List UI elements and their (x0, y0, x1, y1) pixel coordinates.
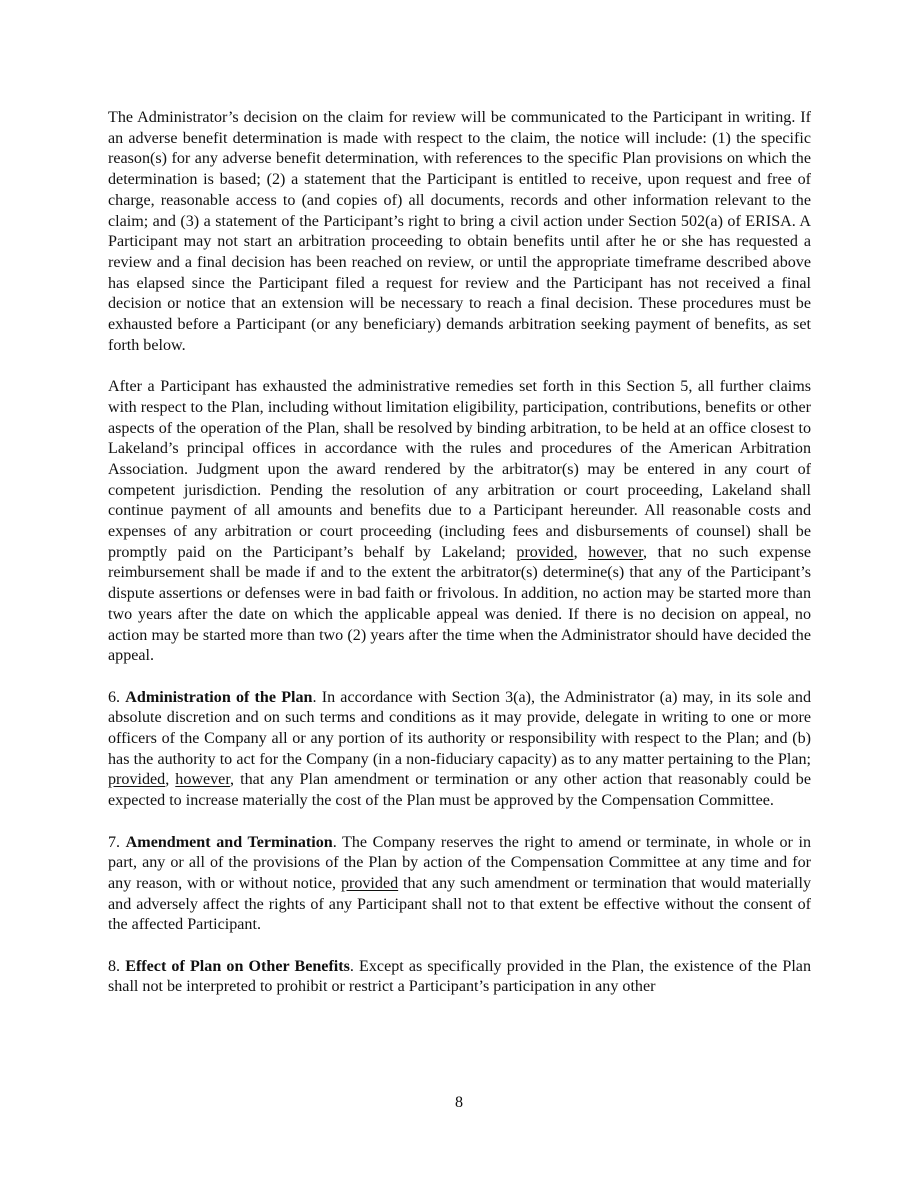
paragraph-text: . In accordance with Section 3(a), the Administrator (a) may, in its sole and absolute discretion and on such terms and conditions as it may provide, delegate in writing to one or more officers of the Company all or any portion of its authority or responsibility with respect to the Plan; and (b) has the authority to act for the Company (in a non-fiduciary capacity) as to any matter pertaining to the Plan; (108, 688, 811, 768)
underlined-provided: provided (108, 771, 166, 789)
section-number: 7. (108, 833, 126, 851)
paragraph-text: , that no such expense reimbursement shall be made if and to the extent the arbitrator(s) determine(s) that any of the Participant’s dispute assertions or defenses were in bad faith or frivolous. In addition, no action may be started more than two years after the date on which the applicable appeal was denied. If there is no decision on appeal, no action may be started more than two (2) years after the time when the Administrator should have decided the appeal. (108, 543, 811, 665)
paragraph-claim-review-decision (108, 108, 811, 356)
section-heading: Administration of the Plan (125, 688, 313, 706)
paragraph-arbitration (108, 377, 811, 667)
paragraph-text: The Administrator’s decision on the claim for review will be communicated to the Participant in writing. If an adverse benefit determination is made with respect to the claim, the notice will include: (1) the specific reason(s) for any adverse benefit determination, with references to the specific Plan provisions on which the determination is based; (2) a statement that the Participant is entitled to receive, upon request and free of charge, reasonable access to (and copies of) all documents, records and other information relevant to the claim; and (3) a statement of the Participant’s right to bring a civil action under Section 502(a) of ERISA. A Participant may not start an arbitration proceeding to obtain benefits until after he or she has requested a review and a final decision has been reached on review, or until the appropriate timeframe described above has elapsed since the Participant filed a request for review and the Participant has not received a final decision or notice that an extension will be necessary to reach a final decision. These procedures must be exhausted before a Participant (or any beneficiary) demands arbitration seeking payment of benefits, as set forth below. (108, 109, 811, 354)
section-number: 8. (108, 957, 126, 975)
section-7-amendment (108, 833, 811, 937)
paragraph-text: that any such amendment or termination that would materially and adversely affect the rights of any Participant shall not to that extent be effective without the consent of the affected Participant. (108, 874, 811, 934)
underlined-however: however (588, 543, 643, 561)
section-heading: Effect of Plan on Other Benefits (125, 957, 350, 975)
paragraph-text: . Except as specifically provided in the Plan, the existence of the Plan shall not be interpreted to prohibit or restrict a Participant’s participation in any other (108, 957, 811, 996)
section-heading: Amendment and Termination (125, 833, 333, 851)
page-body (108, 108, 811, 998)
section-8-effect-on-benefits (108, 957, 811, 998)
paragraph-text: . The Company reserves the right to amend or terminate, in whole or in part, any or all of the provisions of the Plan by action of the Compensation Committee at any time and for any reason, with or without notice, (108, 833, 812, 892)
paragraph-text: After a Participant has exhausted the administrative remedies set forth in this Section 5, all further claims with respect to the Plan, including without limitation eligibility, participation, contributions, benefits or other aspects of the operation of the Plan, shall be resolved by binding arbitration, to be held at an office closest to Lakeland’s principal offices in accordance with the rules and procedures of the American Arbitration Association. Judgment upon the award rendered by the arbitrator(s) may be entered in any court of competent jurisdiction. Pending the resolution of any arbitration or court proceeding, Lakeland shall continue payment of all amounts and benefits due to a Participant hereunder. All reasonable costs and expenses of any arbitration or court proceeding (including fees and disbursements of counsel) shall be promptly paid on the Participant’s behalf by Lakeland; (108, 378, 811, 561)
page-number: 8 (454, 1094, 464, 1111)
section-number: 6. (108, 688, 126, 706)
paragraph-text: , that any Plan amendment or termination or any other action that reasonably could be expected to increase materially the cost of the Plan must be approved by the Compensation Committee. (108, 771, 811, 810)
separator-text: , (165, 771, 176, 789)
underlined-however: however (175, 771, 231, 789)
section-6-administration (108, 688, 811, 812)
underlined-provided: provided (516, 543, 574, 561)
separator-text: , (573, 543, 589, 561)
underlined-provided: provided (340, 874, 399, 892)
